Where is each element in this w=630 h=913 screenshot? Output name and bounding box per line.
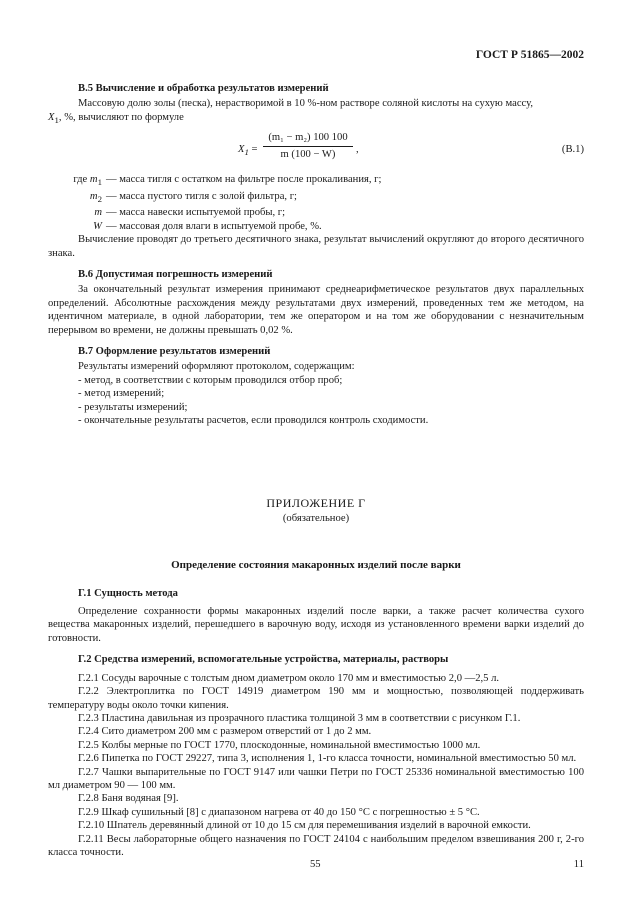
formula-number: (В.1): [561, 144, 584, 156]
section-g2-heading: Г.2 Средства измерений, вспомогательные устройства, материалы, растворы: [78, 654, 449, 666]
g2-item: Г.2.3 Пластина давильная из прозрачного пластика толщиной 3 мм в соответствии с рисунком Г.1.: [78, 712, 521, 724]
g1-text: Определение сохранности формы макаронных изделий после варки, а также расчет количества сухого вещества макаронных изделий, перешедшего в варочную воду, исходя из установленного времени варки изделий до готовности.: [48, 606, 584, 644]
formula-legend: [48, 173, 584, 233]
g2-item: Г.2.10 Шпатель деревянный длиной от 10 до 15 см для перемешивания изделий в варочной емкости.: [78, 820, 531, 832]
appendix-title: Определение состояния макаронных изделий после варки: [171, 559, 461, 572]
b7-intro: Результаты измерений оформляют протоколом, содержащим:: [78, 361, 355, 373]
b6-text: За окончательный результат измерения принимают среднеарифметическое результатов двух параллельных определений. Абсолютные расхождения между результатами двух измерений, проведенных тем же методом, на идентичном материале, в одной лаборатории, тем же оператором и на том же оборудовании с незначительным перерывом во времени, не должны превышать 0,02 %.: [48, 284, 584, 336]
g2-item: Г.2.7 Чашки выпарительные по ГОСТ 9147 или чашки Петри по ГОСТ 25336 номинальной вместимостью 100 мл диаметром 90 — 100 мм.: [48, 766, 584, 791]
page-content: [48, 82, 584, 859]
formula-denominator: m (100 − W): [280, 148, 336, 160]
g2-item: Г.2.5 Колбы мерные по ГОСТ 1770, плоскодонные, номинальной вместимостью 1000 мл.: [78, 739, 481, 751]
g2-item: Г.2.4 Сито диаметром 200 мм с размером отверстий от 1 до 2 мм.: [78, 726, 372, 738]
b5-intro: Массовую долю золы (песка), нерастворимой в 10 %-ном растворе соляной кислоты на сухую массу,: [78, 98, 533, 110]
b5-intro-cont: $X_1$, %, вычисляют по формуле: [48, 111, 184, 125]
b7-item: - результаты измерений;: [78, 401, 188, 413]
section-b6-heading: В.6 Допустимая погрешность измерений: [78, 268, 273, 280]
section-b7-heading: В.7 Оформление результатов измерений: [78, 346, 271, 358]
appendix-label: ПРИЛОЖЕНИЕ Г: [266, 496, 366, 511]
appendix-status: (обязательное): [282, 512, 350, 524]
formula-b1: [48, 131, 584, 171]
legend-row: где $m_1$ — масса тигля с остатком на фильтре после прокаливания, г;: [73, 174, 382, 188]
g2-item: Г.2.9 Шкаф сушильный [8] с диапазоном нагрева от 40 до 150 °С с погрешностью ± 5 °С.: [78, 806, 480, 818]
legend-row: W — массовая доля влаги в испытуемой пробе, %.: [93, 220, 322, 232]
g2-item: Г.2.6 Пипетка по ГОСТ 29227, типа 3, исполнения 1, 1-го класса точности, номинальной вместимостью 50 мл.: [78, 753, 577, 765]
formula-lhs: $X_1$ =: [238, 144, 258, 158]
b7-item: - окончательные результаты расчетов, если проводился контроль сходимости.: [78, 415, 429, 427]
b5-calc-note: Вычисление проводят до третьего десятичного знака, результат вычислений округляют до второго десятичного знака.: [48, 234, 584, 259]
section-b5-heading: В.5 Вычисление и обработка результатов измерений: [78, 83, 329, 94]
legend-row: $m_2$ — масса пустого тигля с золой фильтра, г;: [89, 190, 297, 204]
page-number: 55: [310, 859, 321, 870]
section-g1-heading: Г.1 Сущность метода: [78, 587, 178, 599]
sheet-number: 11: [573, 859, 584, 870]
g2-item: Г.2.11 Весы лабораторные общего назначения по ГОСТ 24104 с наибольшим пределом взвешивания 200 г, 2-го класса точности.: [48, 833, 584, 858]
g2-item: Г.2.2 Электроплитка по ГОСТ 14919 диаметром 190 мм и мощностью, позволяющей поддерживать температуру воды около точки кипения.: [48, 686, 584, 711]
b7-item: - метод, в соответствии с которым проводился отбор проб;: [78, 374, 343, 386]
b7-item: - метод измерений;: [78, 388, 165, 400]
g2-item: Г.2.1 Сосуды варочные с толстым дном диаметром около 170 мм и вместимостью 2,0 —2,5 л.: [78, 672, 500, 684]
formula-numerator: (m₁ − m₂) 100 100: [263, 131, 353, 146]
legend-row: m — масса навески испытуемой пробы, г;: [94, 207, 286, 219]
document-id: ГОСТ Р 51865—2002: [475, 49, 584, 61]
formula-comma: ,: [356, 144, 359, 156]
document-page: [48, 0, 584, 913]
g2-item: Г.2.8 Баня водяная [9].: [78, 793, 179, 805]
formula-fraction: [263, 131, 353, 161]
